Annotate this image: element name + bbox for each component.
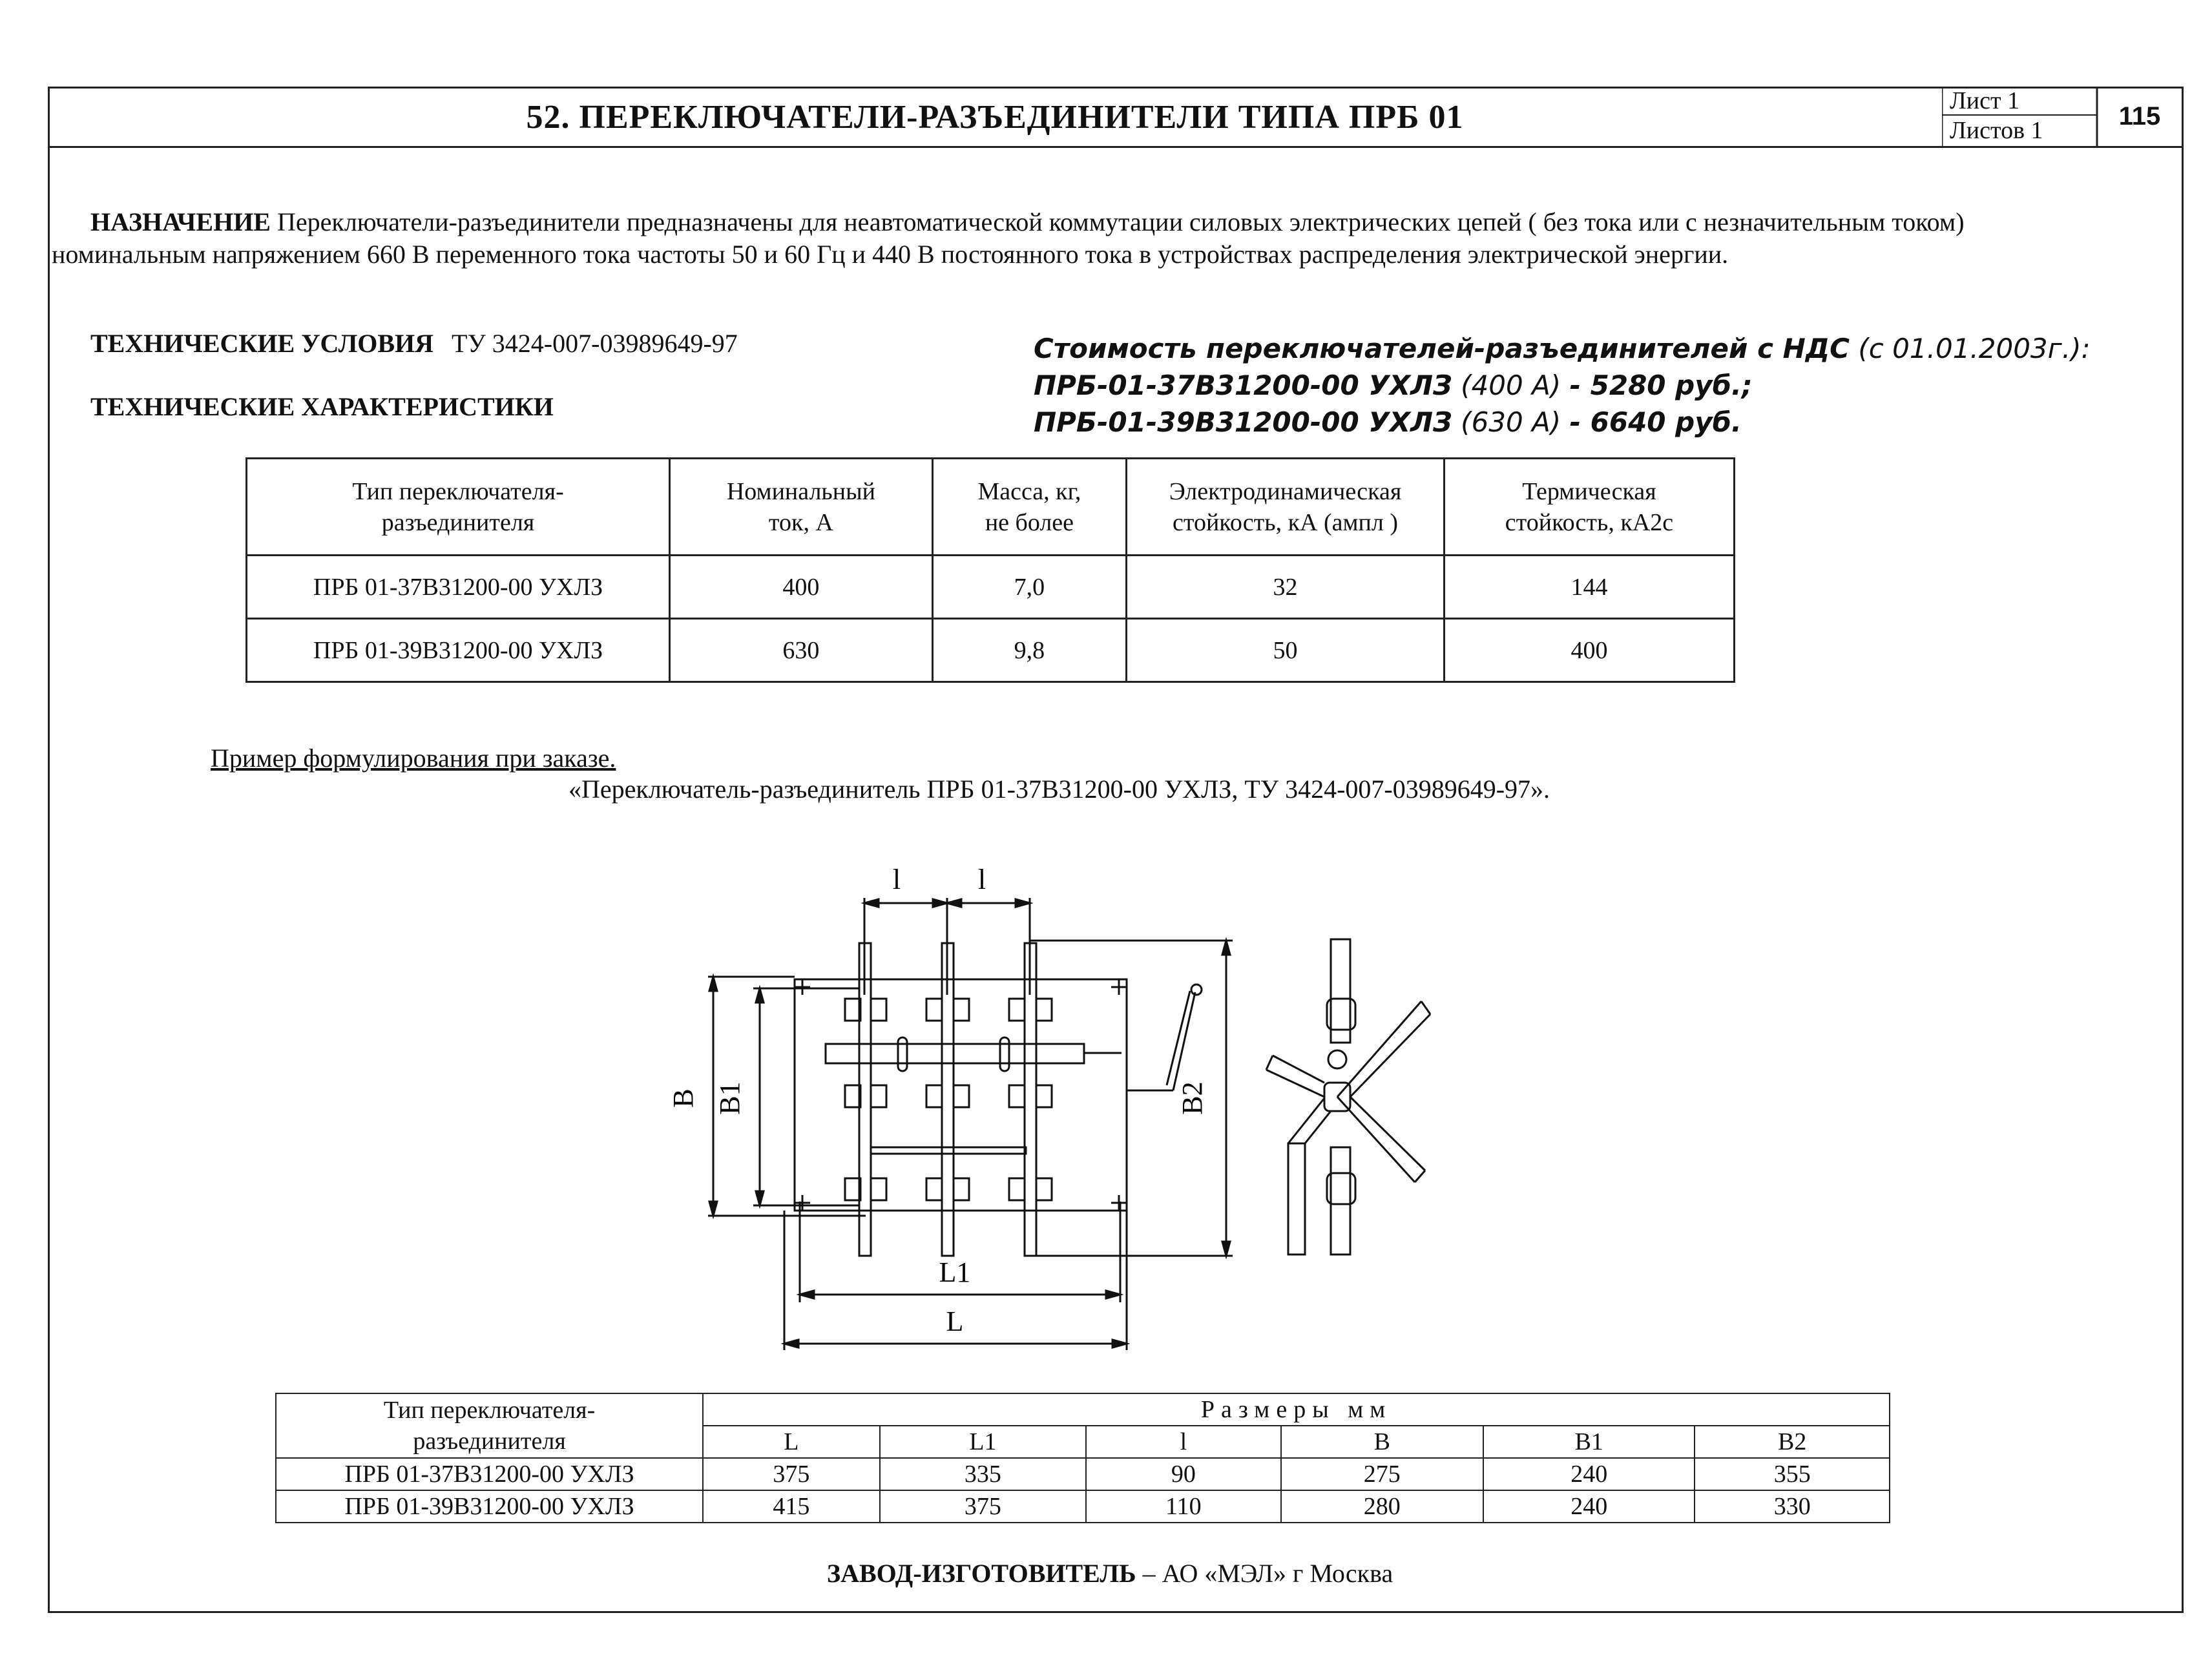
dim-b: В <box>667 1088 699 1108</box>
page-title: 52. ПЕРЕКЛЮЧАТЕЛИ-РАЗЪЕДИНИТЕЛИ ТИПА ПРБ 01 <box>526 98 1464 136</box>
side-view-upper-contact <box>1331 939 1350 1043</box>
pricing-rating: (630 А) <box>1452 406 1570 438</box>
pricing-heading-date: (с 01.01.2003г.): <box>1850 333 2091 364</box>
dim-b1: В1 <box>714 1081 746 1115</box>
table-header-cell: Термическая стойкость, кА2с <box>1444 459 1734 556</box>
table-cell: 50 <box>1127 619 1445 682</box>
table-row <box>247 556 1735 619</box>
dim-l-left: l <box>892 864 901 895</box>
table-cell: 240 <box>1483 1490 1695 1523</box>
table-cell: 630 <box>670 619 933 682</box>
order-example-label: Пример формулирования при заказе. <box>211 744 616 773</box>
table-row <box>276 1458 1890 1490</box>
manufacturer-label: ЗАВОД-ИЗГОТОВИТЕЛЬ <box>827 1559 1136 1588</box>
table-group-header: Размеры мм <box>703 1393 1890 1426</box>
dimensions-table <box>275 1393 1890 1523</box>
page-number: 115 <box>2118 101 2161 130</box>
dim-l1: L1 <box>939 1256 971 1288</box>
table-header-cell: В1 <box>1483 1426 1695 1458</box>
table-cell: 330 <box>1695 1490 1890 1523</box>
order-example-text: «Переключатель-разъединитель ПРБ 01-37В31200-00 УХЛЗ, ТУ 3424-007-03989649-97». <box>569 775 1550 804</box>
table-header-cell: Тип переключателя- разъединителя <box>247 459 670 556</box>
table-cell: 355 <box>1695 1458 1890 1490</box>
purpose-line-1 <box>90 205 1965 239</box>
purpose-text-1: Переключатели-разъединители предназначены для неавтоматической коммутации силовых электрических цепей ( без тока или с незначительным током) <box>276 207 1965 236</box>
table-cell: ПРБ 01-39В31200-00 УХЛЗ <box>247 619 670 682</box>
dim-l-total: L <box>946 1306 964 1337</box>
pricing-item <box>1034 368 2091 404</box>
table-cell: ПРБ 01-39В31200-00 УХЛЗ <box>276 1490 703 1523</box>
pricing-model: ПРБ-01-39В31200-00 УХЛЗ <box>1034 406 1452 438</box>
sheet-info-box <box>1942 87 2182 146</box>
switch-drawing <box>646 840 1486 1376</box>
table-cell: 9,8 <box>932 619 1126 682</box>
table-cell: 335 <box>880 1458 1086 1490</box>
table-cell: 275 <box>1281 1458 1483 1490</box>
dim-b2: В2 <box>1176 1081 1208 1115</box>
table-cell: 400 <box>1444 619 1734 682</box>
pricing-model: ПРБ-01-37В31200-00 УХЛЗ <box>1034 370 1452 401</box>
pricing-block <box>1034 331 2091 441</box>
table-cell: ПРБ 01-37В31200-00 УХЛЗ <box>276 1458 703 1490</box>
table-row <box>247 619 1735 682</box>
table-header-cell: Тип переключателя- разъединителя <box>276 1393 703 1458</box>
table-header-cell: l <box>1086 1426 1280 1458</box>
table-cell: 375 <box>880 1490 1086 1523</box>
table-header-cell: Масса, кг, не более <box>932 459 1126 556</box>
table-header-cell: Электродинамическая стойкость, кА (ампл ) <box>1127 459 1445 556</box>
pricing-heading <box>1034 331 2091 368</box>
table-cell: ПРБ 01-37В31200-00 УХЛЗ <box>247 556 670 619</box>
pricing-price: - 6640 руб. <box>1569 406 1742 438</box>
tech-conditions-heading: ТЕХНИЧЕСКИЕ УСЛОВИЯ <box>90 329 434 358</box>
table-header-cell: Номинальный ток, А <box>670 459 933 556</box>
table-header-cell: L1 <box>880 1426 1086 1458</box>
pricing-rating: (400 А) <box>1452 370 1570 401</box>
table-header-cell: В <box>1281 1426 1483 1458</box>
sheets-count-label: Листов 1 <box>1950 117 2043 144</box>
table-row <box>276 1490 1890 1523</box>
table-cell: 240 <box>1483 1458 1695 1490</box>
table-header-row <box>247 459 1735 556</box>
pricing-item <box>1034 404 2091 441</box>
table-cell: 110 <box>1086 1490 1280 1523</box>
table-cell: 375 <box>703 1458 880 1490</box>
table-header-row <box>276 1393 1890 1426</box>
table-cell: 144 <box>1444 556 1734 619</box>
manufacturer-name: – АО «МЭЛ» г Москва <box>1136 1559 1393 1588</box>
table-cell: 415 <box>703 1490 880 1523</box>
sheet-label: Лист 1 <box>1950 87 2020 114</box>
side-view-plate <box>1288 1143 1305 1255</box>
tech-conditions <box>90 327 738 360</box>
title-underline <box>48 146 2184 148</box>
pricing-price: - 5280 руб.; <box>1569 370 1753 401</box>
table-cell: 32 <box>1127 556 1445 619</box>
manufacturer-line <box>827 1557 1393 1590</box>
characteristics-table <box>245 457 1735 683</box>
tech-conditions-value: ТУ 3424-007-03989649-97 <box>452 329 738 358</box>
table-header-cell: L <box>703 1426 880 1458</box>
purpose-heading: НАЗНАЧЕНИЕ <box>90 207 271 236</box>
table-cell: 280 <box>1281 1490 1483 1523</box>
table-cell: 7,0 <box>932 556 1126 619</box>
table-cell: 90 <box>1086 1458 1280 1490</box>
purpose-text-2: номинальным напряжением 660 В переменного тока частоты 50 и 60 Гц и 440 В постоянного тока в устройствах распределения электрической энергии. <box>52 240 1729 269</box>
pricing-heading-bold: Стоимость переключателей-разъединителей с НДС <box>1034 333 1850 364</box>
dim-l-right: l <box>977 864 986 895</box>
frame-top-line <box>48 87 2184 89</box>
table-cell: 400 <box>670 556 933 619</box>
side-view-lower-contact <box>1331 1147 1350 1255</box>
table-header-cell: В2 <box>1695 1426 1890 1458</box>
tech-characteristics-heading: ТЕХНИЧЕСКИЕ ХАРАКТЕРИСТИКИ <box>90 392 554 421</box>
